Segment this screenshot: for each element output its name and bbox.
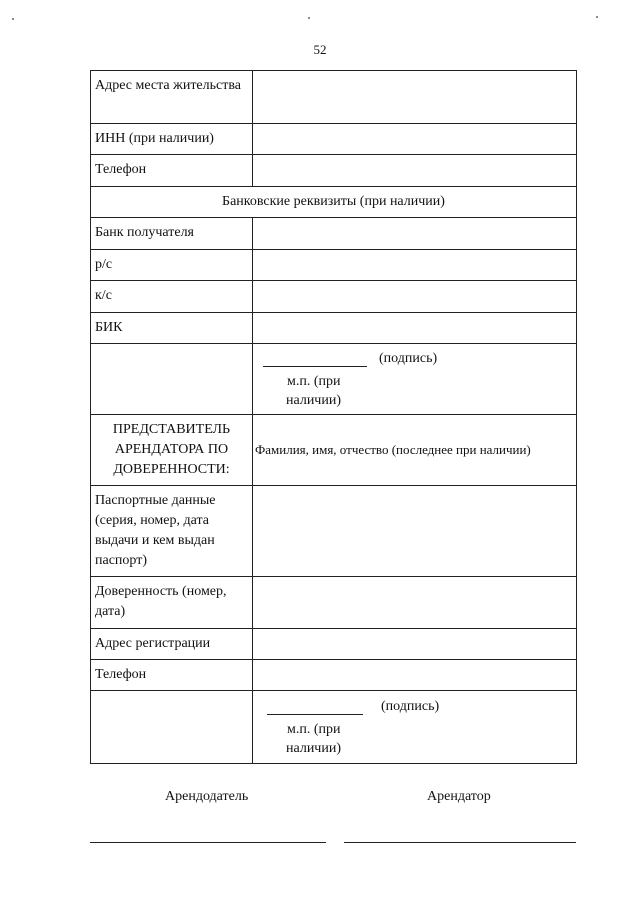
phone-value[interactable]: [253, 155, 577, 187]
table-row: [91, 218, 577, 250]
table-row: [91, 629, 577, 660]
passport-value[interactable]: [253, 486, 577, 577]
signature-line: [267, 714, 363, 715]
rep-phone-label: Телефон: [91, 660, 253, 691]
passport-label-line: (серия, номер, дата: [95, 513, 209, 528]
empty-cell: [91, 344, 253, 415]
signature-cell[interactable]: [253, 691, 577, 764]
signature-caption: (подпись): [381, 699, 440, 714]
bank-value[interactable]: [253, 218, 577, 250]
poa-value[interactable]: [253, 577, 577, 629]
ks-label: к/с: [91, 281, 253, 313]
table-row: [91, 71, 577, 124]
representative-title-line: АРЕНДАТОРА ПО: [114, 442, 229, 457]
table-row: [91, 691, 577, 764]
table-row: [91, 486, 577, 577]
table-row: [91, 344, 577, 415]
stamp-caption: наличии): [286, 741, 341, 756]
poa-label: [91, 577, 253, 629]
table-row: [91, 577, 577, 629]
table-row: [91, 281, 577, 313]
stamp-caption: м.п. (при: [287, 722, 341, 737]
table-row: [91, 250, 577, 281]
table-row: [91, 187, 577, 218]
address-label: Адрес места жительства: [91, 71, 253, 124]
empty-cell: [91, 691, 253, 764]
stamp-caption: наличии): [286, 393, 341, 408]
stamp-caption: м.п. (при: [287, 374, 341, 389]
bank-details-header: Банковские реквизиты (при наличии): [91, 187, 577, 218]
table-row: [91, 660, 577, 691]
inn-label: ИНН (при наличии): [91, 124, 253, 155]
passport-label-line: Паспортные данные: [95, 493, 216, 508]
table-row: [91, 124, 577, 155]
scan-speck: [596, 16, 598, 18]
table-row: [91, 415, 577, 486]
lessor-signature-line[interactable]: [90, 842, 326, 843]
lessee-details-table: [90, 70, 577, 764]
bik-value[interactable]: [253, 313, 577, 344]
table-row: [91, 313, 577, 344]
reg-address-value[interactable]: [253, 629, 577, 660]
address-value[interactable]: [253, 71, 577, 124]
page-number: 52: [313, 42, 327, 57]
scan-speck: [12, 18, 14, 20]
ks-value[interactable]: [253, 281, 577, 313]
scan-speck: [308, 17, 310, 19]
passport-label: [91, 486, 253, 577]
poa-label-line: Доверенность (номер,: [95, 584, 227, 599]
rs-value[interactable]: [253, 250, 577, 281]
reg-address-label: Адрес регистрации: [91, 629, 253, 660]
representative-title-line: ПРЕДСТАВИТЕЛЬ: [112, 422, 231, 437]
fio-caption: Фамилия, имя, отчество (последнее при наличии): [253, 415, 577, 486]
passport-label-line: выдачи и кем выдан: [95, 533, 215, 548]
passport-label-line: паспорт): [95, 553, 148, 568]
signature-cell[interactable]: [253, 344, 577, 415]
signature-caption: (подпись): [379, 351, 438, 366]
lessee-label: Арендатор: [427, 789, 491, 804]
bik-label: БИК: [91, 313, 253, 344]
lessee-signature-line[interactable]: [344, 842, 576, 843]
rep-phone-value[interactable]: [253, 660, 577, 691]
signature-line: [263, 366, 367, 367]
phone-label: Телефон: [91, 155, 253, 187]
rs-label: р/с: [91, 250, 253, 281]
inn-value[interactable]: [253, 124, 577, 155]
poa-label-line: дата): [95, 604, 126, 619]
representative-title: [91, 415, 253, 486]
bank-label: Банк получателя: [91, 218, 253, 250]
table-row: [91, 155, 577, 187]
representative-title-line: ДОВЕРЕННОСТИ:: [113, 462, 230, 477]
lessor-label: Арендодатель: [165, 789, 249, 804]
